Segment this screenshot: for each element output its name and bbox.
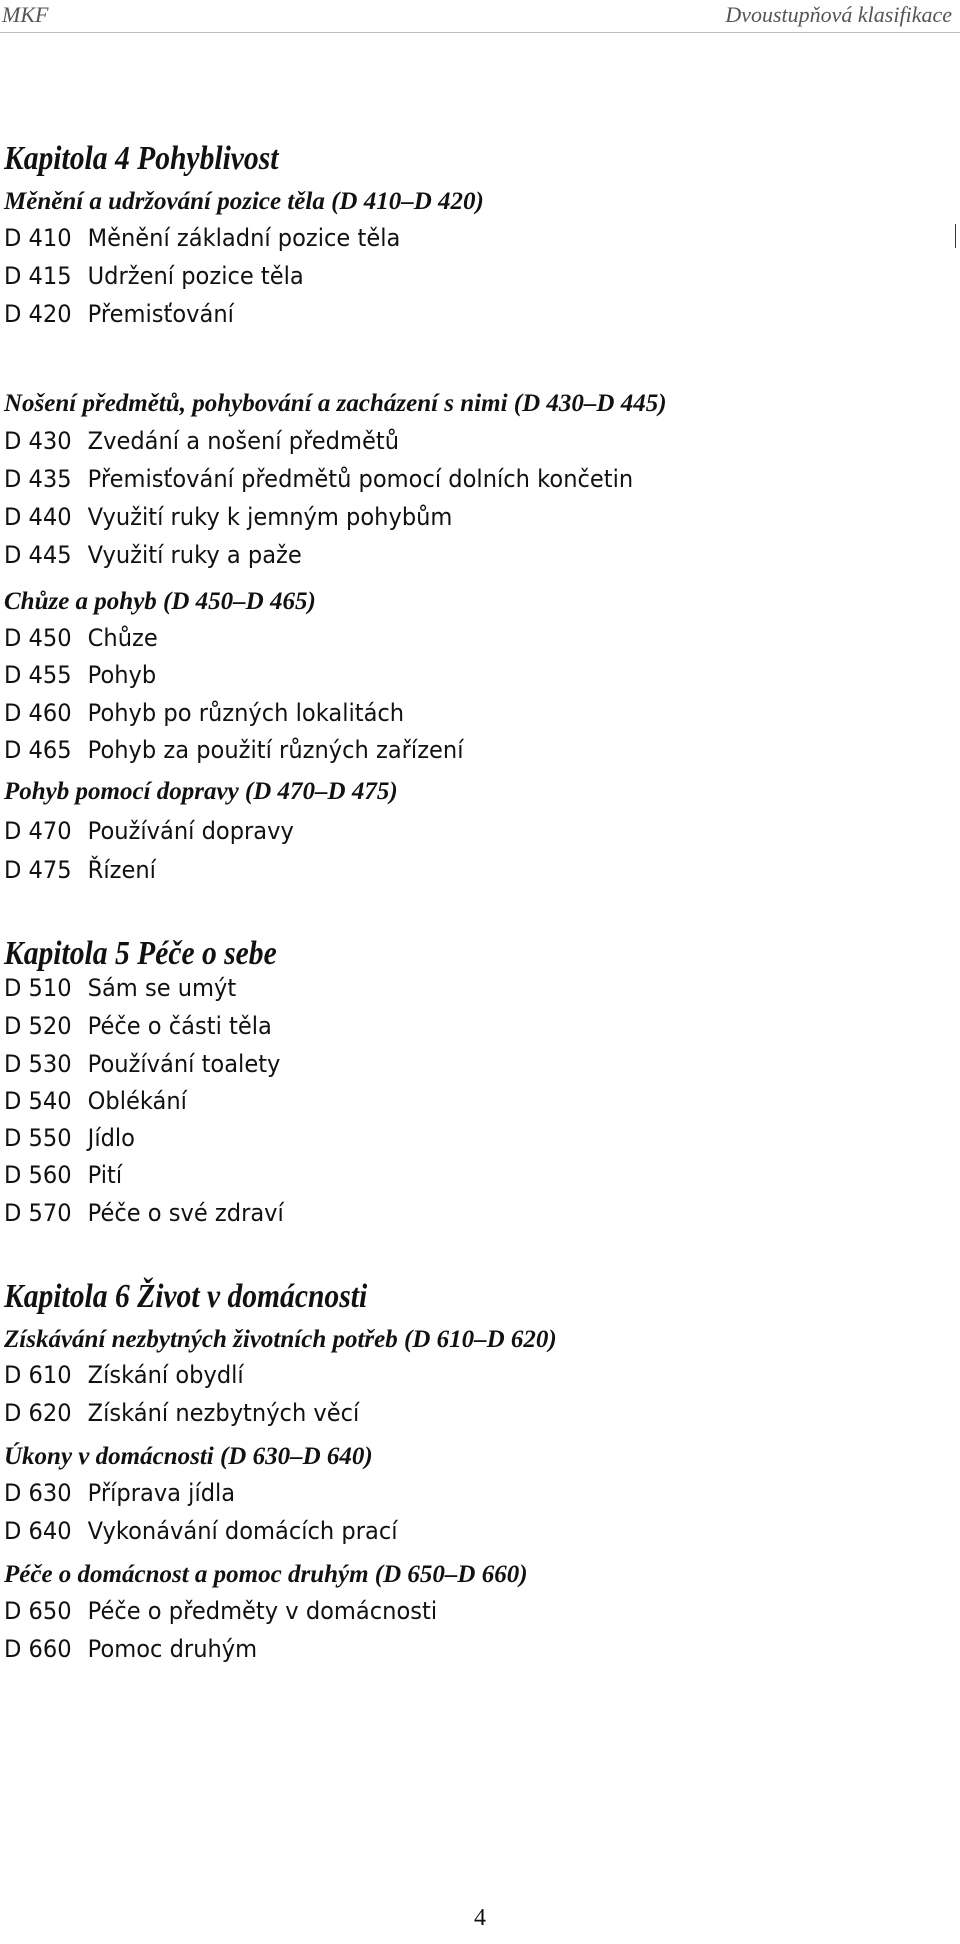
item-code: D 610: [4, 1361, 72, 1389]
list-item: [4, 539, 302, 571]
item-code: D 450: [4, 624, 72, 652]
list-item: [4, 501, 452, 533]
item-label: Zvedání a nošení předmětů: [87, 427, 400, 455]
item-label: Řízení: [87, 856, 156, 884]
item-code: D 465: [4, 736, 72, 764]
item-code: D 520: [4, 1012, 72, 1040]
item-label: Vykonávání domácích prací: [87, 1517, 398, 1545]
item-code: D 415: [4, 262, 72, 290]
item-label: Sám se umýt: [87, 974, 237, 1002]
list-item: [4, 1633, 257, 1665]
header-rule: [0, 32, 960, 33]
item-label: Přemisťování: [87, 300, 234, 328]
list-item: [4, 1122, 135, 1154]
chapter-title: Kapitola 5 Péče o sebe: [4, 935, 277, 972]
item-code: D 470: [4, 817, 72, 845]
item-code: D 455: [4, 661, 72, 689]
item-label: Využití ruky k jemným pohybům: [87, 503, 453, 531]
group-title: Měnění a udržování pozice těla (D 410–D 420): [4, 188, 484, 215]
list-item: [4, 1515, 398, 1547]
item-label: Příprava jídla: [87, 1479, 236, 1507]
list-item: [4, 815, 294, 847]
item-code: D 550: [4, 1124, 72, 1152]
list-item: [4, 734, 463, 766]
group-title: Získávání nezbytných životních potřeb (D 610–D 620): [4, 1326, 557, 1353]
group-title: Pohyb pomocí dopravy (D 470–D 475): [4, 778, 398, 805]
list-item: [4, 1359, 244, 1391]
item-code: D 430: [4, 427, 72, 455]
list-item: [4, 972, 236, 1004]
item-label: Pohyb za použití různých zařízení: [87, 736, 464, 764]
item-label: Chůze: [87, 624, 158, 652]
list-item: [4, 1197, 284, 1229]
list-item: [4, 260, 304, 292]
item-code: D 460: [4, 699, 72, 727]
item-label: Oblékání: [87, 1087, 187, 1115]
list-item: [4, 425, 399, 457]
chapter-title: Kapitola 6 Život v domácnosti: [4, 1278, 368, 1315]
item-code: D 630: [4, 1479, 72, 1507]
item-code: D 445: [4, 541, 72, 569]
item-label: Měnění základní pozice těla: [87, 224, 401, 252]
chapter-title: Kapitola 4 Pohyblivost: [4, 140, 279, 177]
item-code: D 530: [4, 1050, 72, 1078]
item-label: Získání nezbytných věcí: [87, 1399, 360, 1427]
list-item: [4, 1010, 272, 1042]
item-label: Udržení pozice těla: [87, 262, 304, 290]
list-item: [4, 463, 633, 495]
item-code: D 640: [4, 1517, 72, 1545]
running-header-left: MKF: [2, 2, 49, 27]
item-label: Jídlo: [87, 1124, 135, 1152]
item-label: Pohyb: [87, 661, 157, 689]
item-label: Pohyb po různých lokalitách: [87, 699, 405, 727]
list-item: [4, 622, 158, 654]
item-label: Pití: [87, 1161, 123, 1189]
item-code: D 440: [4, 503, 72, 531]
item-label: Přemisťování předmětů pomocí dolních končetin: [87, 465, 634, 493]
item-code: D 475: [4, 856, 72, 884]
list-item: [4, 1159, 122, 1191]
group-title: Chůze a pohyb (D 450–D 465): [4, 588, 316, 615]
list-item: [4, 1397, 359, 1429]
item-code: D 510: [4, 974, 72, 1002]
list-item: [4, 222, 400, 254]
item-label: Péče o předměty v domácnosti: [87, 1597, 438, 1625]
item-code: D 560: [4, 1161, 72, 1189]
item-label: Využití ruky a paže: [87, 541, 302, 569]
item-label: Péče o části těla: [87, 1012, 272, 1040]
list-item: [4, 659, 156, 691]
item-label: Získání obydlí: [87, 1361, 244, 1389]
group-title: Úkony v domácnosti (D 630–D 640): [4, 1443, 373, 1470]
item-label: Péče o své zdraví: [87, 1199, 284, 1227]
list-item: [4, 1085, 187, 1117]
item-code: D 620: [4, 1399, 72, 1427]
list-item: [4, 1595, 437, 1627]
list-item: [4, 298, 234, 330]
item-code: D 435: [4, 465, 72, 493]
list-item: [4, 1477, 235, 1509]
group-title: Péče o domácnost a pomoc druhým (D 650–D 660): [4, 1561, 528, 1588]
item-label: Používání toalety: [87, 1050, 281, 1078]
group-title: Nošení předmětů, pohybování a zacházení s nimi (D 430–D 445): [4, 390, 667, 417]
item-code: D 570: [4, 1199, 72, 1227]
list-item: [4, 1048, 280, 1080]
list-item: [4, 697, 404, 729]
item-label: Používání dopravy: [87, 817, 294, 845]
item-code: D 410: [4, 224, 72, 252]
list-item: [4, 854, 156, 886]
running-header-right: Dvoustupňová klasifikace: [725, 2, 952, 27]
item-code: D 660: [4, 1635, 72, 1663]
item-code: D 420: [4, 300, 72, 328]
margin-mark: [955, 224, 956, 248]
item-label: Pomoc druhým: [87, 1635, 258, 1663]
item-code: D 650: [4, 1597, 72, 1625]
page-number: 4: [474, 1905, 486, 1931]
item-code: D 540: [4, 1087, 72, 1115]
